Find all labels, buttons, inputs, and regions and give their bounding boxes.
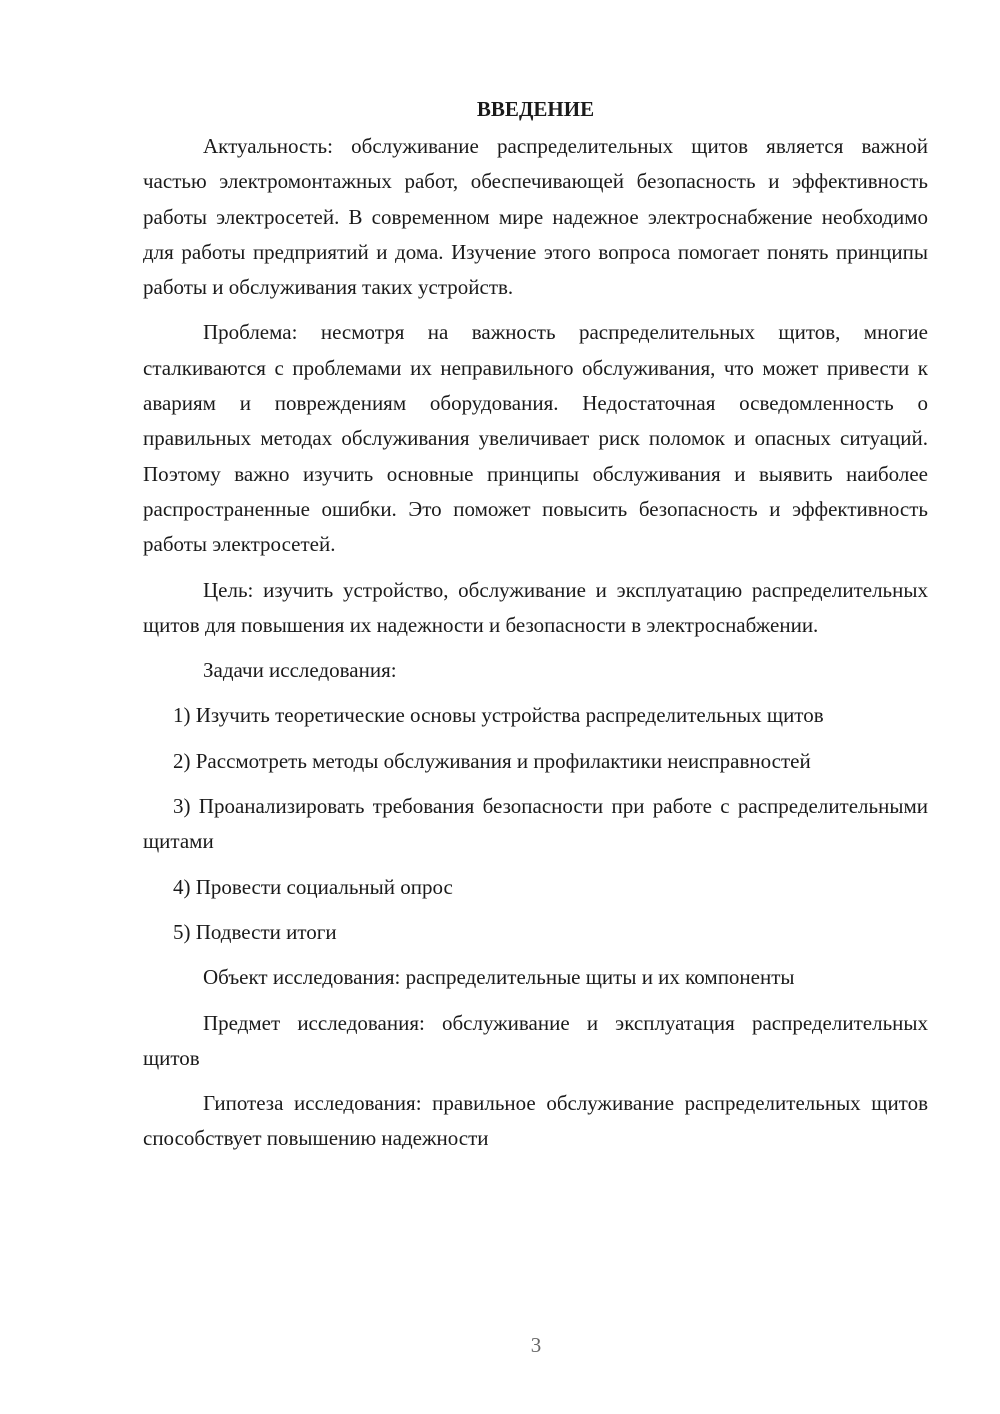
- document-page: [143, 92, 928, 1157]
- task-item-4: 4) Провести социальный опрос: [173, 874, 453, 899]
- paragraph-problem: Проблема: несмотря на важность распределительных щитов, многие сталкиваются с проблемами их неправильного обслуживания, что может привести к авариям и повреждениям оборудования. Недостаточная осведомленность о правильных методах обслуживания увеличивает риск поломок и опасных ситуаций. Поэтому важно изучить основные принципы обслуживания и выявить наиболее распространенные ошибки. Это поможет повысить безопасность и эффективность работы электросетей.: [143, 320, 928, 557]
- paragraph-hypothesis: Гипотеза исследования: правильное обслуживание распределительных щитов способствует повышению надежности: [143, 1091, 928, 1151]
- paragraph-subject: Предмет исследования: обслуживание и эксплуатация распределительных щитов: [143, 1010, 928, 1070]
- task-item-1: 1) Изучить теоретические основы устройства распределительных щитов: [173, 703, 824, 728]
- paragraph-tasks-heading: Задачи исследования:: [203, 658, 397, 683]
- section-title: ВВЕДЕНИЕ: [476, 97, 595, 121]
- page-number: 3: [530, 1333, 542, 1357]
- paragraph-relevance: Актуальность: обслуживание распределительных щитов является важной частью электромонтажных работ, обеспечивающей безопасность и эффективность работы электросетей. В современном мире надежное электроснабжение необходимо для работы предприятий и дома. Изучение этого вопроса помогает понять принципы работы и обслуживания таких устройств.: [143, 134, 928, 300]
- task-item-2: 2) Рассмотреть методы обслуживания и профилактики неисправностей: [173, 748, 811, 773]
- task-item-5: 5) Подвести итоги: [173, 919, 337, 944]
- paragraph-goal: Цель: изучить устройство, обслуживание и эксплуатацию распределительных щитов для повышения их надежности и безопасности в электроснабжении.: [143, 577, 928, 637]
- task-item-3: 3) Проанализировать требования безопасности при работе с распределительными щитами: [143, 794, 928, 854]
- paragraph-object: Объект исследования: распределительные щиты и их компоненты: [203, 965, 795, 990]
